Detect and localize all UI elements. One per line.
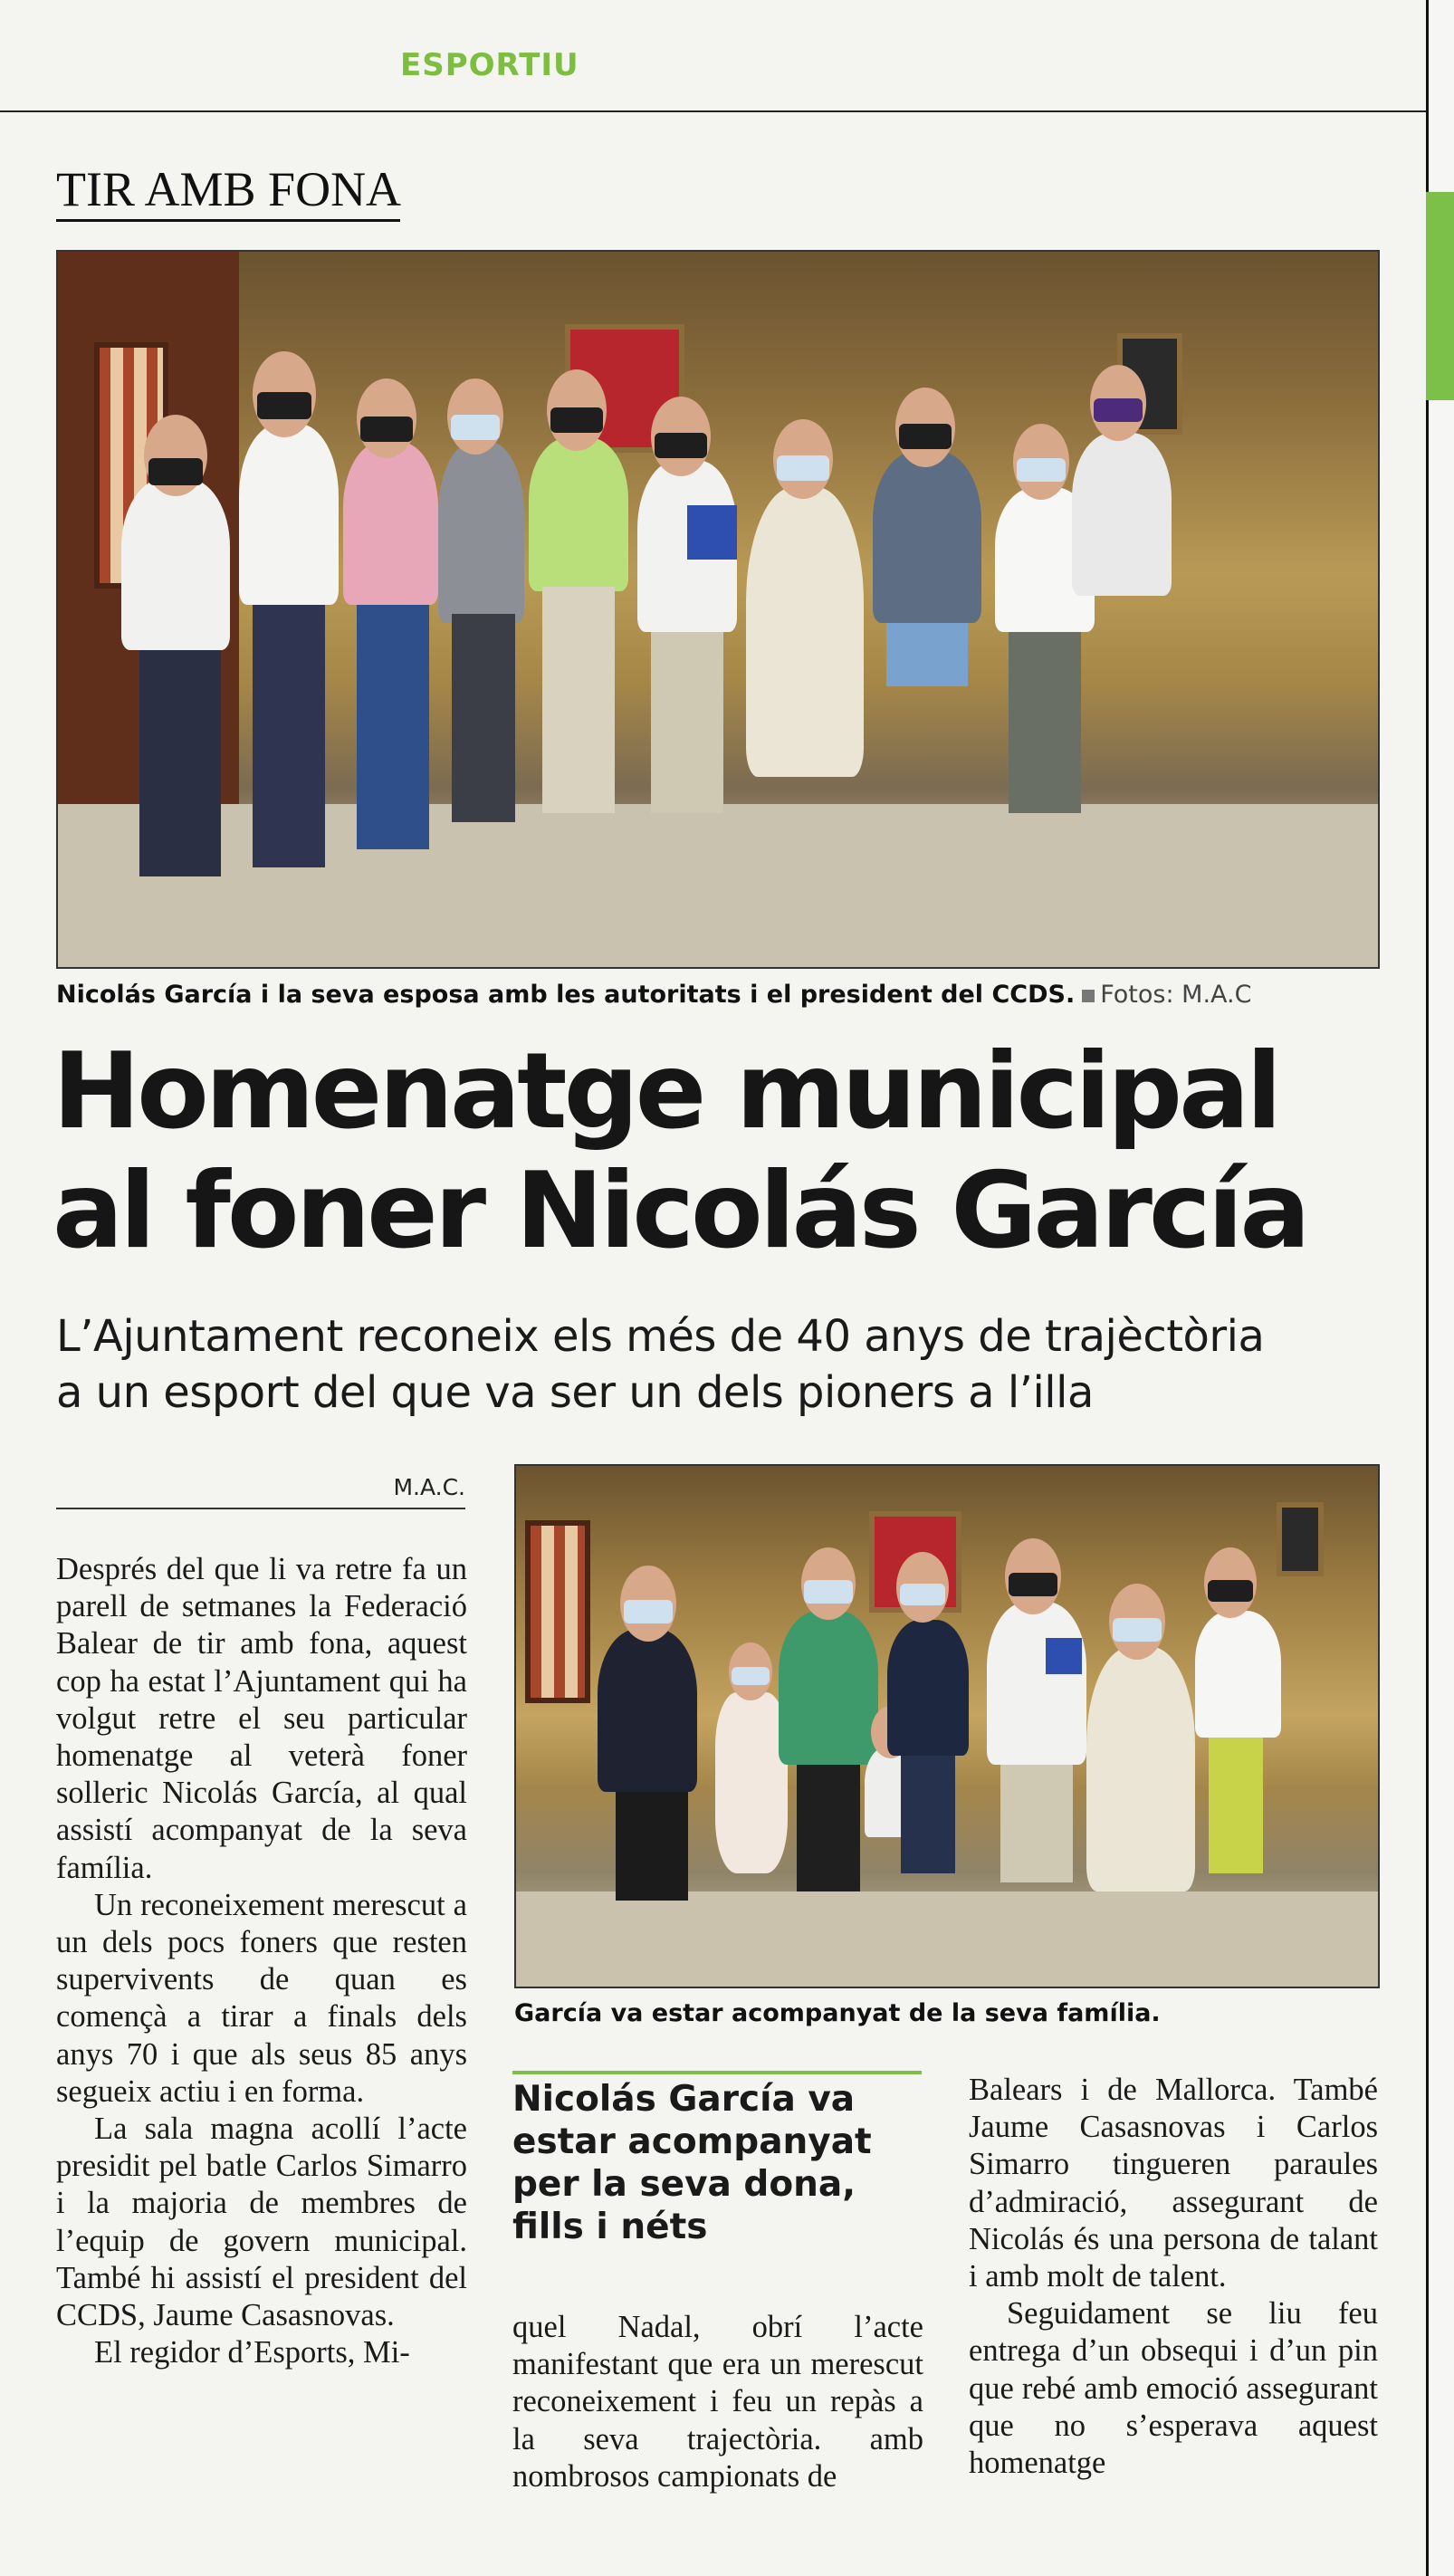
face-mask [550,407,603,433]
photo-credit-icon [1082,990,1095,1002]
person-legs [139,650,221,876]
paragraph: Després del que li va retre fa un parell de setmanes la Federació Balear de tir amb fona, aquest cop ha estat l’Ajuntament qui ha volgut retre el seu particular homenatge al veterà foner solleric Nicolás García, al qual assistí acompanyat de la seva família. [56,1552,467,1885]
person [873,451,981,623]
pullquote: Nicolás García va estar acompanyat per la seva dona, fills i néts [512,2079,872,2247]
person-legs [651,632,723,813]
photo-family [514,1464,1380,1988]
face-mask [1208,1580,1253,1602]
face-mask [148,458,203,485]
person-legs [253,605,325,867]
headline-line-2: al foner Nicolás García [53,1150,1307,1272]
photo-credit: Fotos: M.A.C [1100,981,1252,1009]
person [121,478,230,650]
face-mask [1009,1573,1057,1596]
person [887,1620,969,1756]
article-column-2 [512,2309,923,2495]
deck-line-2: a un esport del que va ser un dels pioners a l’illa [56,1367,1094,1418]
face-mask [1113,1618,1162,1642]
headline [53,1032,1392,1271]
photo-portrait [1277,1502,1324,1576]
face-mask [804,1580,853,1604]
person-legs [452,614,515,822]
face-mask [777,455,829,481]
face-mask [624,1600,673,1623]
photo-floor [516,1891,1378,1987]
article-column-3 [969,2072,1378,2482]
face-mask [899,424,952,449]
award-gift [1046,1638,1082,1674]
person [715,1692,788,1873]
deck-line-1: L’Ajuntament reconeix els més de 40 anys de trajèctòria [56,1311,1265,1362]
kicker: TIR AMB FONA [56,162,402,216]
person [1086,1647,1195,1891]
person-legs [797,1765,860,1891]
person [529,437,628,591]
photo1-caption-text: Nicolás García i la seva esposa amb les autoritats i el president del CCDS. [56,981,1076,1009]
person [746,487,864,777]
person [1072,433,1172,596]
person-legs [616,1792,688,1901]
person-legs [886,623,968,686]
section-tag: ESPORTIU [400,47,579,83]
paragraph: El regidor d’Esports, Mi- [94,2335,410,2370]
header-rule [0,110,1426,112]
person [239,424,339,605]
award-gift [687,505,737,560]
person [598,1629,697,1792]
person [438,442,524,623]
deck-subtitle [56,1308,1387,1421]
person-legs [1209,1738,1263,1873]
paragraph: Seguidament se liu feu entrega d’un obsequi i d’un pin que rebé amb emoció assegurant que no s’esperava aquest homenatge [969,2296,1378,2481]
person-legs [542,587,615,813]
face-mask [1017,458,1066,482]
byline: M.A.C. [56,1474,465,1509]
paragraph: Balears i de Mallorca. També Jaume Casasnovas i Carlos Simarro tingueren paraules d’admiració, assegurant de Nicolás és una persona de talant i amb molt de talent. [969,2073,1378,2294]
person-legs [901,1756,955,1873]
person-legs [357,605,429,849]
face-mask [360,417,413,442]
face-mask [900,1584,945,1605]
adjacent-page-green-tab [1426,192,1454,400]
person-legs [1009,632,1081,813]
face-mask [1094,398,1143,422]
face-mask [732,1667,770,1685]
paragraph: La sala magna acollí l’acte presidit pel batle Carlos Simarro i la majoria de membres de l’equip de govern municipal. També hi assistí el president del CCDS, Jaume Casasnovas. [56,2112,467,2333]
headline-line-1: Homenatge municipal [53,1030,1279,1153]
face-mask [655,433,707,458]
article-column-1 [56,1551,467,2371]
photo2-caption: García va estar acompanyat de la seva família. [514,1999,1161,2027]
pullquote-rule [512,2071,922,2074]
paragraph: Un reconeixement merescut a un dels pocs foners que resten supervivents de quan es començà a tirar a finals dels anys 70 i que als seus 85 anys segueix actiu i en forma. [56,1887,467,2109]
paragraph: quel Nadal, obrí l’acte manifestant que era un merescut reconeixement i feu un repàs a la seva trajectòria. amb nombrosos campionats de [512,2310,923,2494]
person [987,1602,1086,1765]
face-mask [257,392,311,419]
photo1-caption [56,981,1251,1009]
photo-window [525,1520,590,1703]
photo-authorities [56,250,1380,969]
kicker-underline [56,219,400,222]
person-legs [1000,1765,1073,1882]
person [1195,1611,1281,1738]
face-mask [451,415,500,440]
person [343,442,438,605]
person [779,1611,878,1765]
